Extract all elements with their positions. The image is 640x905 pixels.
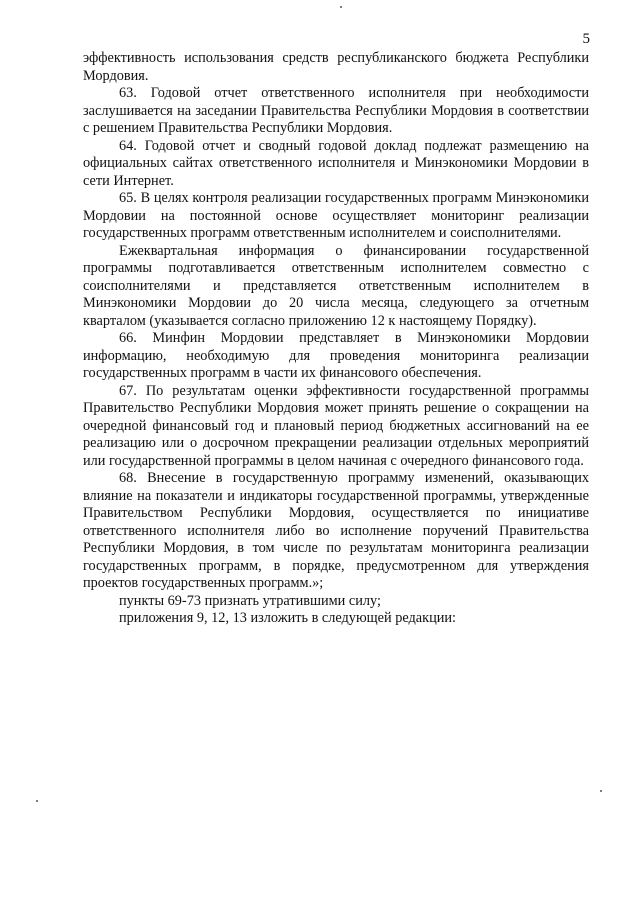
paragraph-quarterly-info: Ежеквартальная информация о финансировании государственной программы подготавливается ответственным исполнителем совместно с соисполнителями и представляется ответственным исполнителем в Минэкономики Мордовии до 20 числа месяца, следующего за отчетным кварталом (указывается согласно приложению 12 к настоящему Порядку). [83, 242, 589, 329]
paragraph-63: 63. Годовой отчет ответственного исполнителя при необходимости заслушивается на заседании Правительства Республики Мордовия в соответствии с решением Правительства Республики Мордовия. [83, 85, 589, 136]
paragraph-items-repealed: пункты 69-73 признать утратившими силу; [119, 592, 381, 609]
paragraph-68: 68. Внесение в государственную программу изменений, оказывающих влияние на показатели и индикаторы государственной программы, утвержденные Правительством Республики Мордовия, осуществляется по инициативе ответственного исполнителя либо во исполнение поручений Правительства Республики Мордовия, в том числе по результатам мониторинга реализации государственных программ, в порядке, предусмотренном для утверждения проектов государственных программ.»; [83, 470, 589, 591]
paragraph-64: 64. Годовой отчет и сводный годовой доклад подлежат размещению на официальных сайтах ответственного исполнителя и Минэкономики Мордовии в сети Интернет. [83, 137, 589, 189]
page-number: 5 [582, 31, 590, 47]
scan-speck [600, 790, 602, 792]
scan-speck [340, 6, 342, 8]
paragraph-appendices: приложения 9, 12, 13 изложить в следующей редакции: [119, 610, 457, 626]
paragraph-65: 65. В целях контроля реализации государственных программ Минэкономики Мордовии на постоянной основе осуществляет мониторинг реализации государственных программ ответственным исполнителем и соисполнителями. [83, 190, 589, 241]
paragraph-67: 67. По результатам оценки эффективности государственной программы Правительство Республики Мордовия может принять решение о сокращении на очередной финансовый год и плановый период бюджетных ассигнований на ее реализацию или о досрочном прекращении реализации отдельных мероприятий или государственной программы в целом начиная с очередного финансового года. [83, 382, 589, 469]
paragraph-continuation: эффективность использования средств республиканского бюджета Республики Мордовия. [83, 50, 589, 84]
document-body [83, 50, 589, 628]
scan-speck [36, 800, 38, 802]
paragraph-66: 66. Минфин Мордовии представляет в Минэкономики Мордовии информацию, необходимую для проведения мониторинга реализации государственных программ в части их финансового обеспечения. [83, 330, 589, 381]
